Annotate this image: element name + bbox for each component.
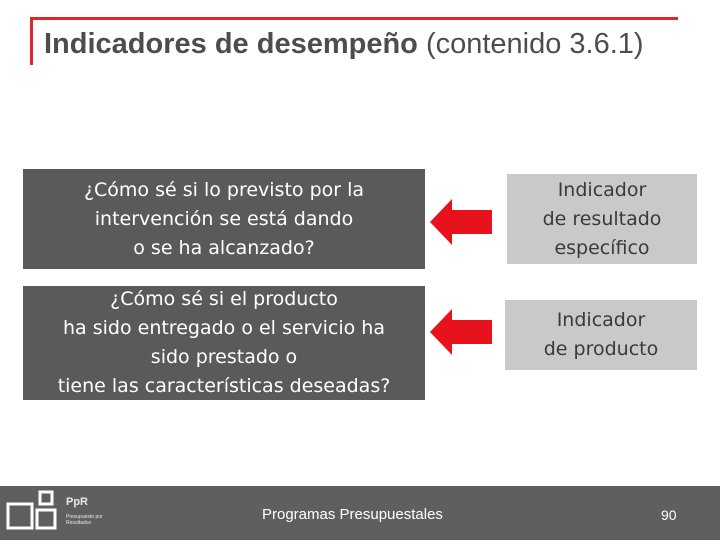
logo-title: PpR: [66, 496, 88, 508]
slide-title-bold: Indicadores de desempeño: [44, 28, 418, 60]
ppr-logo: [0, 486, 111, 540]
question-box-1: [23, 169, 425, 269]
answer-box-2: Indicador de producto: [505, 300, 697, 370]
title-frame-top: [30, 17, 678, 20]
footer-center-text: Programas Presupuestales: [262, 506, 443, 523]
question-text-1: ¿Cómo sé si lo previsto por la intervención se está dando o se ha alcanzado?: [83, 178, 365, 259]
slide-title-rest: (contenido 3.6.1): [417, 28, 644, 60]
left-arrow-icon: [430, 309, 492, 355]
question-text-2: ¿Cómo sé si el producto ha sido entregado o el servicio ha sido prestado o tiene las características deseadas?: [57, 288, 391, 397]
ppr-logo-icon: [0, 486, 62, 540]
page-number: 90: [661, 507, 677, 523]
slide-title: [44, 26, 684, 63]
answer-box-1: Indicador de resultado específico: [507, 174, 697, 264]
logo-subtitle: Presupuesto por Resultados: [66, 514, 103, 526]
title-frame-left: [30, 17, 33, 65]
question-box-2: [23, 286, 425, 400]
left-arrow-icon: [430, 199, 492, 245]
